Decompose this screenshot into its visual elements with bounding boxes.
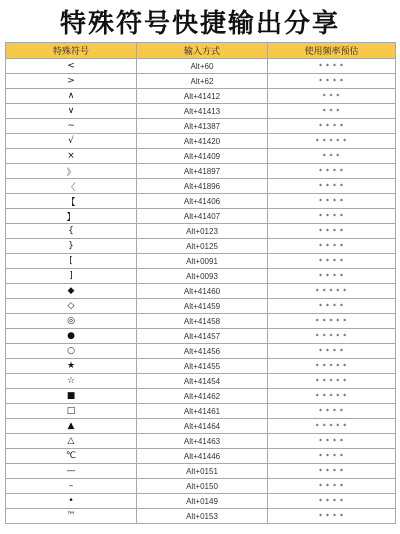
frequency-cell: * * * *	[268, 344, 396, 359]
frequency-cell: * * * *	[268, 299, 396, 314]
input-method-cell: Alt+0151	[137, 464, 268, 479]
table-row	[6, 434, 396, 449]
input-method-cell: Alt+41460	[137, 284, 268, 299]
table-row	[6, 194, 396, 209]
symbol-cell: >	[6, 74, 137, 89]
symbol-cell: √	[6, 134, 137, 149]
symbol-cell: ○	[6, 344, 137, 359]
symbol-cell: {	[6, 224, 137, 239]
frequency-cell: * * * *	[268, 74, 396, 89]
frequency-cell: * * * *	[268, 239, 396, 254]
symbol-cell: ∨	[6, 104, 137, 119]
frequency-cell: * * * * *	[268, 359, 396, 374]
table-row	[6, 209, 396, 224]
input-method-cell: Alt+41409	[137, 149, 268, 164]
table-header-row	[6, 43, 396, 59]
frequency-cell: * * * *	[268, 479, 396, 494]
symbol-cell: ]	[6, 269, 137, 284]
table-row	[6, 419, 396, 434]
table-row	[6, 299, 396, 314]
frequency-cell: * * *	[268, 149, 396, 164]
frequency-cell: * * * * *	[268, 374, 396, 389]
symbol-cell: ☆	[6, 374, 137, 389]
table-row	[6, 389, 396, 404]
frequency-cell: * * * *	[268, 434, 396, 449]
frequency-cell: * * * *	[268, 164, 396, 179]
table-row	[6, 89, 396, 104]
input-method-cell: Alt+41457	[137, 329, 268, 344]
input-method-cell: Alt+41446	[137, 449, 268, 464]
symbol-cell: [	[6, 254, 137, 269]
frequency-cell: * * * *	[268, 464, 396, 479]
shortcut-table	[5, 42, 396, 524]
input-method-cell: Alt+0150	[137, 479, 268, 494]
input-method-cell: Alt+41456	[137, 344, 268, 359]
symbol-cell: 】	[6, 209, 137, 224]
table-row	[6, 119, 396, 134]
symbol-cell: }	[6, 239, 137, 254]
table-body	[6, 59, 396, 524]
input-method-cell: Alt+0093	[137, 269, 268, 284]
frequency-cell: * * * * *	[268, 134, 396, 149]
input-method-cell: Alt+41463	[137, 434, 268, 449]
symbol-cell: 〈	[6, 179, 137, 194]
input-method-cell: Alt+0123	[137, 224, 268, 239]
frequency-cell: * * * *	[268, 179, 396, 194]
frequency-cell: * * * *	[268, 194, 396, 209]
symbol-cell: ×	[6, 149, 137, 164]
symbol-cell: ◆	[6, 284, 137, 299]
input-method-cell: Alt+0153	[137, 509, 268, 524]
frequency-cell: * * * * *	[268, 284, 396, 299]
symbol-cell: ∧	[6, 89, 137, 104]
header-symbol: 特殊符号	[6, 43, 137, 59]
symbol-cell: ★	[6, 359, 137, 374]
frequency-cell: * * * *	[268, 209, 396, 224]
input-method-cell: Alt+41413	[137, 104, 268, 119]
input-method-cell: Alt+41406	[137, 194, 268, 209]
symbol-cell: ℃	[6, 449, 137, 464]
frequency-cell: * * * * *	[268, 329, 396, 344]
input-method-cell: Alt+41387	[137, 119, 268, 134]
symbol-cell: ■	[6, 389, 137, 404]
frequency-cell: * * * *	[268, 509, 396, 524]
symbol-cell: ◇	[6, 299, 137, 314]
frequency-cell: * * * * *	[268, 389, 396, 404]
table-row	[6, 224, 396, 239]
table-row	[6, 104, 396, 119]
input-method-cell: Alt+41459	[137, 299, 268, 314]
frequency-cell: * * * *	[268, 224, 396, 239]
input-method-cell: Alt+41464	[137, 419, 268, 434]
frequency-cell: * * * *	[268, 59, 396, 74]
frequency-cell: * * * *	[268, 119, 396, 134]
symbol-cell: 【	[6, 194, 137, 209]
table-row	[6, 314, 396, 329]
header-input-method: 输入方式	[137, 43, 268, 59]
input-method-cell: Alt+41462	[137, 389, 268, 404]
input-method-cell: Alt+62	[137, 74, 268, 89]
frequency-cell: * * *	[268, 104, 396, 119]
symbol-cell: <	[6, 59, 137, 74]
page-title: 特殊符号快捷输出分享	[59, 8, 340, 39]
table-row	[6, 269, 396, 284]
input-method-cell: Alt+41458	[137, 314, 268, 329]
symbol-cell: ~	[6, 119, 137, 134]
symbol-cell: △	[6, 434, 137, 449]
symbol-cell: –	[6, 479, 137, 494]
table-row	[6, 59, 396, 74]
symbol-cell: ™	[6, 509, 137, 524]
input-method-cell: Alt+41454	[137, 374, 268, 389]
input-method-cell: Alt+41896	[137, 179, 268, 194]
frequency-cell: * * * *	[268, 494, 396, 509]
table-row	[6, 449, 396, 464]
frequency-cell: * * * *	[268, 269, 396, 284]
table-row	[6, 239, 396, 254]
input-method-cell: Alt+60	[137, 59, 268, 74]
table-row	[6, 134, 396, 149]
input-method-cell: Alt+0149	[137, 494, 268, 509]
table-row	[6, 509, 396, 524]
input-method-cell: Alt+41897	[137, 164, 268, 179]
table-row	[6, 329, 396, 344]
frequency-cell: * * * *	[268, 404, 396, 419]
table-row	[6, 149, 396, 164]
input-method-cell: Alt+41407	[137, 209, 268, 224]
header-frequency: 使用频率预估	[268, 43, 396, 59]
input-method-cell: Alt+41461	[137, 404, 268, 419]
table-row	[6, 284, 396, 299]
table-row	[6, 494, 396, 509]
table-row	[6, 254, 396, 269]
table-row	[6, 74, 396, 89]
table-row	[6, 344, 396, 359]
table-row	[6, 374, 396, 389]
symbol-cell: ◎	[6, 314, 137, 329]
symbol-cell: ●	[6, 329, 137, 344]
frequency-cell: * * * * *	[268, 314, 396, 329]
frequency-cell: * * * * *	[268, 419, 396, 434]
frequency-cell: * * * *	[268, 254, 396, 269]
input-method-cell: Alt+41412	[137, 89, 268, 104]
table-row	[6, 179, 396, 194]
symbol-cell: —	[6, 464, 137, 479]
symbol-cell: □	[6, 404, 137, 419]
input-method-cell: Alt+41420	[137, 134, 268, 149]
table-row	[6, 479, 396, 494]
input-method-cell: Alt+0091	[137, 254, 268, 269]
input-method-cell: Alt+0125	[137, 239, 268, 254]
table-row	[6, 404, 396, 419]
frequency-cell: * * * *	[268, 449, 396, 464]
input-method-cell: Alt+41455	[137, 359, 268, 374]
symbol-cell: 》	[6, 164, 137, 179]
table-row	[6, 164, 396, 179]
table-row	[6, 359, 396, 374]
symbol-cell: •	[6, 494, 137, 509]
table-row	[6, 464, 396, 479]
frequency-cell: * * *	[268, 89, 396, 104]
symbol-cell: ▲	[6, 419, 137, 434]
